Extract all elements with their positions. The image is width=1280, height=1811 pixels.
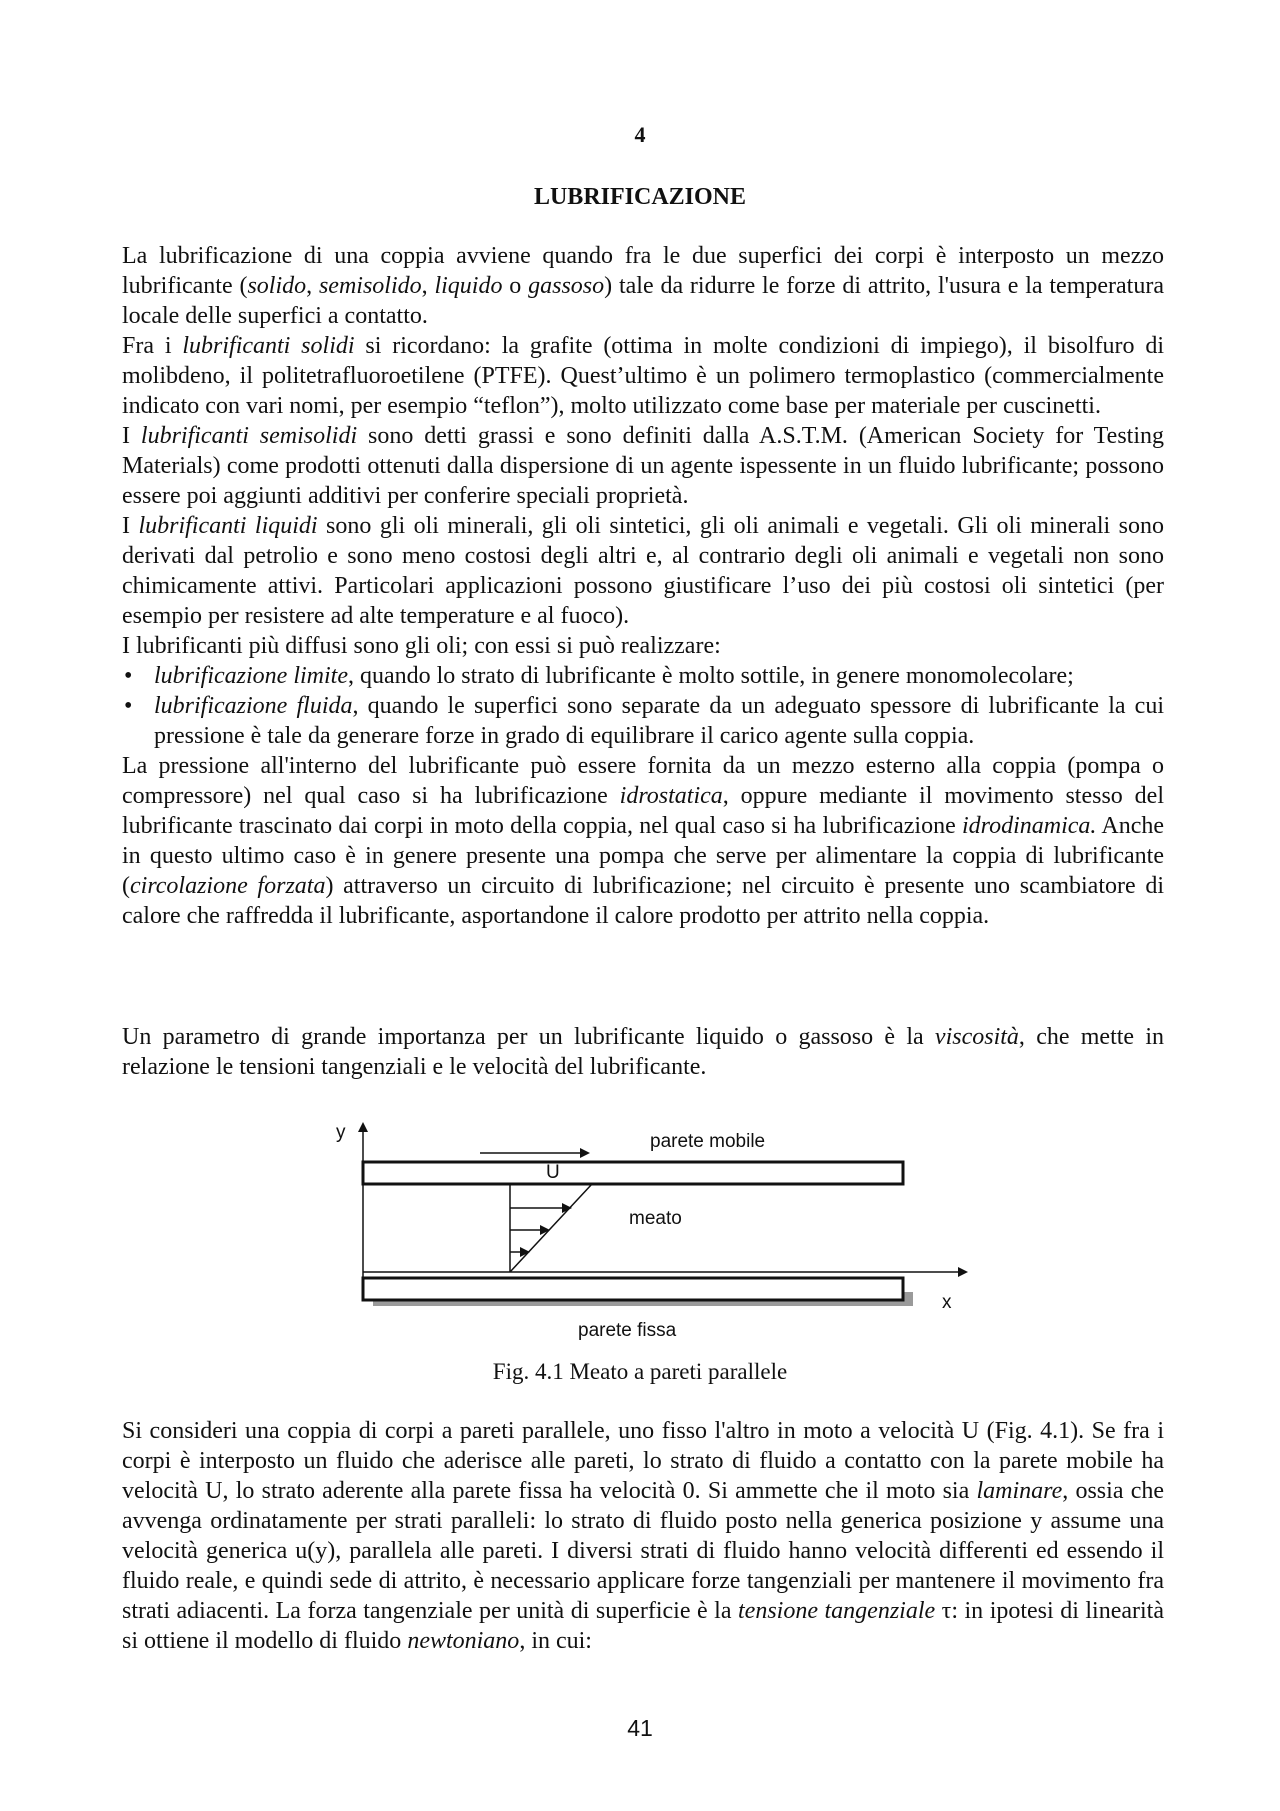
paragraph-solid-lubricants: Fra i lubrificanti solidi si ricordano: la grafite (ottima in molte condizioni di impiego), il bisolfuro di molibdeno, il politetrafluoroetilene (PTFE). Quest’ultimo è un polimero termoplastico (commercialmente indicato con vari nomi, per esempio “teflon”), molto utilizzato come base per materiale per cuscinetti. bbox=[122, 333, 1164, 419]
fixed-wall-label: parete fissa bbox=[578, 1320, 677, 1341]
figure-caption: Fig. 4.1 Meato a pareti parallele bbox=[492, 1359, 788, 1384]
velocity-label: U bbox=[546, 1162, 560, 1183]
closing-paragraph: Si consideri una coppia di corpi a pareti parallele, uno fisso l'altro in moto a velocità U (Fig. 4.1). Se fra i corpi è interposto un fluido che aderisce alle pareti, lo strato di fluido a contatto con la parete mobile ha velocità U, lo strato aderente alla parete fissa ha velocità 0. Si ammette che il moto sia laminare, ossia che avvenga ordinatamente per strati paralleli: lo strato di fluido posto nella generica posizione y assume una velocità generica u(y), parallela alle pareti. I diversi strati di fluido hanno velocità differenti ed essendo il fluido reale, e quindi sede di attrito, è necessario applicare forze tangenziali per mantenere il movimento fra strati adiacenti. La forza tangenziale per unità di superficie è la tensione tangenziale τ: in ipotesi di linearità si ottiene il modello di fluido newtoniano, in cui: bbox=[122, 1418, 1165, 1654]
fixed-wall bbox=[363, 1278, 903, 1300]
viscosity-paragraph: Un parametro di grande importanza per un lubrificante liquido o gassoso è la viscosità, che mette in relazione le tensioni tangenziali e le velocità del lubrificante. bbox=[122, 1024, 1165, 1080]
x-axis-label: x bbox=[942, 1292, 952, 1313]
intro-section bbox=[122, 241, 1164, 931]
page-number: 41 bbox=[627, 1715, 653, 1741]
paragraph-definition: La lubrificazione di una coppia avviene quando fra le due superfici dei corpi è interposto un mezzo lubrificante (solido, semisolido, liquido o gassoso) tale da ridurre le forze di attrito, l'usura e la temperatura locale delle superfici a contatto. bbox=[122, 243, 1164, 329]
gap-label: meato bbox=[629, 1208, 682, 1229]
moving-wall-label: parete mobile bbox=[650, 1131, 766, 1152]
list-item-fluid-lubrication: • lubrificazione fluida, quando le superfici sono separate da un adeguato spessore di lubrificante la cui pressione è tale da generare forze in grado di equilibrare il carico agente sulla coppia. bbox=[122, 691, 1164, 751]
paragraph-semisolid-lubricants: I lubrificanti semisolidi sono detti grassi e sono definiti dalla A.S.T.M. (American Society for Testing Materials) come prodotti ottenuti dalla dispersione di un agente ispessente in un fluido lubrificante; possono essere poi aggiunti additivi per conferire speciali proprietà. bbox=[122, 423, 1164, 509]
y-axis-label: y bbox=[336, 1122, 346, 1143]
list-item-limit-lubrication: • lubrificazione limite, quando lo strato di lubrificante è molto sottile, in genere monomolecolare; bbox=[122, 661, 1164, 691]
paragraph-liquid-lubricants: I lubrificanti liquidi sono gli oli minerali, gli oli sintetici, gli oli animali e vegetali. Gli oli minerali sono derivati dal petrolio e sono meno costosi degli altri e, al contrario degli oli animali e vegetali non sono chimicamente attivi. Particolari applicazioni possono giustificare l’uso dei più costosi oli sintetici (per esempio per resistere ad alte temperature e al fuoco). bbox=[122, 513, 1164, 629]
lubrication-types-list bbox=[122, 661, 1164, 751]
profile-diagonal bbox=[510, 1184, 592, 1272]
paragraph-oils-intro: I lubrificanti più diffusi sono gli oli; con essi si può realizzare: bbox=[122, 633, 721, 659]
moving-wall bbox=[363, 1162, 903, 1184]
figure-diagram bbox=[330, 1112, 980, 1352]
chapter-number: 4 bbox=[634, 122, 646, 147]
paragraph-pressure: La pressione all'interno del lubrificante può essere fornita da un mezzo esterno alla coppia (pompa o compressore) nel qual caso si ha lubrificazione idrostatica, oppure mediante il movimento stesso del lubrificante trascinato dai corpi in moto della coppia, nel qual caso si ha lubrificazione idrodinamica. Anche in questo ultimo caso è in genere presente una pompa che serve per alimentare la coppia di lubrificante (circolazione forzata) attraverso un circuito di lubrificazione; nel circuito è presente uno scambiatore di calore che raffredda il lubrificante, asportandone il calore prodotto per attrito nella coppia. bbox=[122, 753, 1165, 929]
figure-parallel-walls bbox=[330, 1112, 980, 1352]
chapter-title: LUBRIFICAZIONE bbox=[533, 184, 747, 210]
